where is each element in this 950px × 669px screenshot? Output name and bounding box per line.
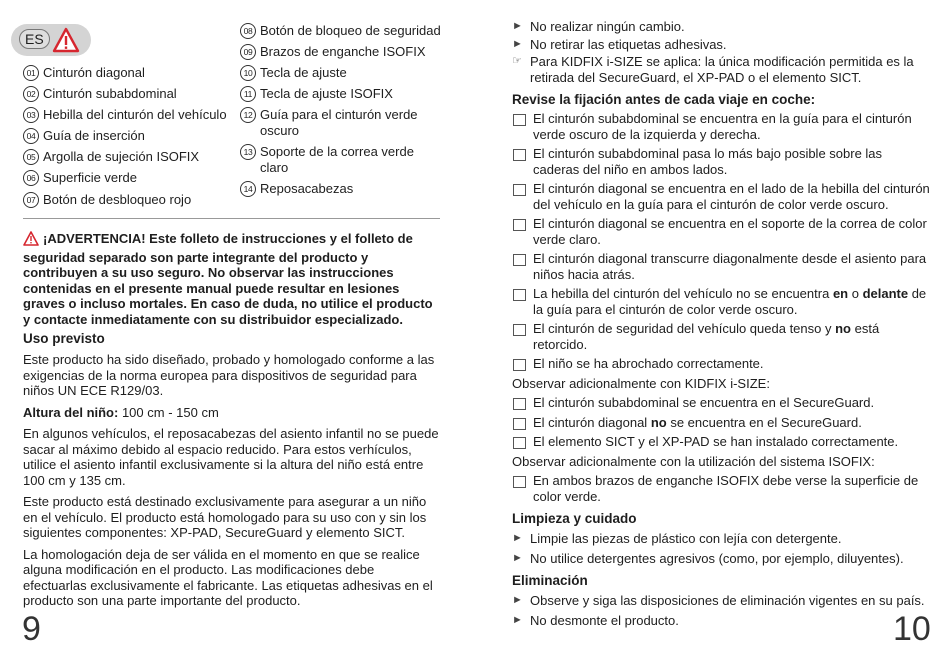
part-item: 02 Cinturón subabdominal [23,86,227,102]
pointing-hand-icon: ☞ [512,55,522,67]
checklist-item: El cinturón subabdominal se encuentra en la guía para el cinturón verde oscuro de la izquierda y derecha. [512,111,930,142]
checklist-item: El elemento SICT y el XP-PAD se han instalado correctamente. [512,434,930,450]
paragraph: La homologación deja de ser válida en el momento en que se realice alguna modificación en el producto. Las modificaciones debe efectuarlas exclusivamente el fabricante. Las etiquetas adhesivas en el producto son una parte importante del producto. [23,546,433,608]
warning-text: ¡ADVERTENCIA! Este folleto de instrucciones y el folleto de seguridad separado son parte integrante del producto y contribuyen a su uso seguro. No observar las instrucciones contenidas en el presente manual puede resultar en lesiones graves o incluso mortales. En caso de duda, no utilice el producto y contacte inmediatamente con su distribuidor especializado. [23,231,433,327]
paragraph: Observar adicionalmente con KIDFIX i-SIZE: [512,375,770,391]
part-item: 04 Guía de inserción [23,128,227,144]
height-line: Altura del niño: 100 cm - 150 cm [23,404,219,420]
list-item: ► No desmonte el producto. [512,612,679,628]
paragraph: Observar adicionalmente con la utilización del sistema ISOFIX: [512,453,875,469]
list-item: ► Observe y siga las disposiciones de eliminación vigentes en su país. [512,593,925,608]
checkbox-icon [513,359,526,371]
checkbox-icon [513,437,526,449]
language-code: ES [19,29,50,49]
part-item: 06 Superficie verde [23,170,227,186]
list-item: ► No realizar ningún cambio. [512,19,685,34]
part-item: 08 Botón de bloqueo de seguridad [240,23,445,39]
part-item: 12 Guía para el cinturón verde oscuro [240,107,445,139]
checklist-item: El cinturón subabdominal pasa lo más bajo posible sobre las caderas del niño en ambos lados. [512,146,930,177]
part-item: 05 Argolla de sujeción ISOFIX [23,149,227,165]
language-badge [11,24,91,56]
checkbox-icon [513,254,526,266]
intended-use-section [23,331,441,609]
right-column [512,19,930,628]
checklist-item: El cinturón subabdominal se encuentra en el SecureGuard. [512,395,930,411]
checklist-item: El cinturón diagonal transcurre diagonalmente desde el asiento para niños hacia atrás. [512,251,930,282]
checklist-item: El cinturón diagonal se encuentra en el lado de la hebilla del cinturón del vehículo en la guía para el cinturón de color verde oscuro. [512,181,930,212]
checklist-item: La hebilla del cinturón del vehículo no se encuentra en o delante de la guía para el cinturón de color verde oscuro. [512,286,930,317]
note-item: ☞ Para KIDFIX i-SIZE se aplica: la única modificación permitida es la retirada del SecureGuard, el XP-PAD o el elemento SICT. [512,54,914,85]
part-item: 14 Reposacabezas [240,181,445,197]
part-item: 13 Soporte de la correa verde claro [240,144,445,176]
part-item: 10 Tecla de ajuste [240,65,445,81]
divider [23,218,440,219]
checklist-item: El niño se ha abrochado correctamente. [512,356,930,372]
parts-list-left [23,65,227,208]
page-number-right: 10 [893,610,931,648]
part-item: 11 Tecla de ajuste ISOFIX [240,86,445,102]
checkbox-icon [513,476,526,488]
checkbox-icon [513,289,526,301]
checklist-item: El cinturón diagonal no se encuentra en el SecureGuard. [512,415,930,431]
part-item: 07 Botón de desbloqueo rojo [23,192,227,208]
parts-list-right [240,23,445,197]
paragraph: Este producto ha sido diseñado, probado y homologado conforme a las exigencias de la norma europea para dispositivos de seguridad para niños UN ECE R129/03. [23,352,435,398]
part-item: 01 Cinturón diagonal [23,65,227,81]
checkbox-icon [513,398,526,410]
paragraph: En algunos vehículos, el reposacabezas del asiento infantil no se puede sacar al máximo debido al espacio reducido. Para estos verhículos, utilice el asiento infantil exclusivamente si la altura del niño está entre 100 cm y 135 cm. [23,426,439,488]
checkbox-icon [513,219,526,231]
section-heading: Uso previsto [23,331,105,346]
checkbox-icon [513,114,526,126]
checklist-item: El cinturón de seguridad del vehículo queda tenso y no está retorcido. [512,321,930,352]
section-heading: Limpieza y cuidado [512,511,637,526]
checkbox-icon [513,418,526,430]
section-heading: Eliminación [512,573,588,588]
warning-triangle-icon [23,231,39,250]
list-item: ► No retirar las etiquetas adhesivas. [512,36,727,52]
page-number-left: 9 [22,610,41,648]
list-item: ► Limpie las piezas de plástico con lejía con detergente. [512,531,842,546]
paragraph: Este producto está destinado exclusivamente para asegurar a un niño en el vehículo. El producto está homologado para su uso con y sin los siguientes componentes: XP-PAD, SecureGuard y elemento SICT. [23,494,427,540]
checkbox-icon [513,149,526,161]
part-item: 03 Hebilla del cinturón del vehículo [23,107,227,123]
list-item: ► No utilice detergentes agresivos (como, por ejemplo, diluyentes). [512,550,904,566]
section-heading: Revise la fijación antes de cada viaje en coche: [512,92,816,107]
checkbox-icon [513,184,526,196]
checklist-item: En ambos brazos de enganche ISOFIX debe verse la superficie de color verde. [512,473,930,504]
checkbox-icon [513,324,526,336]
warning-triangle-icon [52,27,80,58]
checklist-item: El cinturón diagonal se encuentra en el soporte de la correa de color verde claro. [512,216,930,247]
part-item: 09 Brazos de enganche ISOFIX [240,44,445,60]
